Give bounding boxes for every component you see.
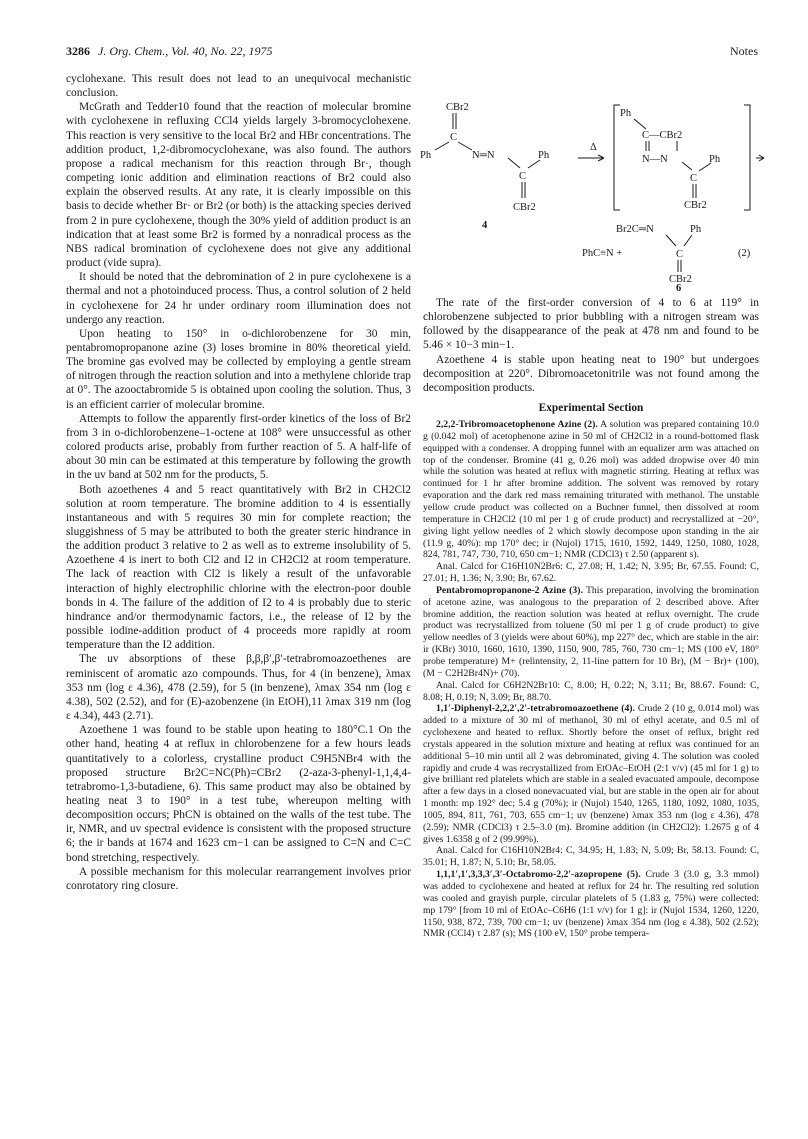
paragraph: [66, 270, 411, 327]
azo-group: N═N: [472, 150, 495, 161]
paragraph-text: Anal. Calcd for C16H10N2Br4: C, 34.95; H, 1.83; N, 5.09; Br, 58.13. Found: C, 35.01; H, 1.87; N, 5.10; Br, 58.05.: [423, 845, 759, 869]
paragraph: [423, 296, 759, 353]
experimental-body: [423, 419, 759, 940]
paragraph-text: cyclohexane. This result does not lead to an unequivocal mechanistic conclusion.: [66, 73, 411, 100]
paragraph-text: This preparation, involving the bromination of acetone azine, was analogous to the preparation of 2 described above. After bromine addition, the reaction solution was heated at reflux overnight. The crude product was recrystallized from toluene (50 ml per 1 g of crude product) to give yellow needles of 3 (yields were about 60%), mp 227° dec, which are stable in the air: ir (KBr) 3010, 1660, 1610, 1390, 1150, 900, 785, 760, 730 cm−1; MS (100 eV, 180° probe temperature) M+ (relintensity, 2, 11-line pattern for 10 Br), (M − Br)+ (100), (M − C2H2Br4N)+ (70).: [423, 584, 759, 679]
reaction-scheme: [420, 100, 765, 292]
paragraph-text: The uv absorptions of these β,β,β′,β′-tetrabromoazoethenes are reminiscent of aromatic azo compounds. Thus, for 4 (in benzene), λmax 353 nm (log ε 4.36), 478 (2.59), for 5 (in benzene), λmax 354 nm (log ε 4.38), 502 (2.52), and for (E)-azobenzene (in EtOH),11 λmax 319 nm (log ε 4.34), 443 (2.71).: [66, 653, 411, 723]
cbr2-bottom: CBr2: [513, 202, 536, 213]
br2c-n-group: Br2C═N: [616, 224, 654, 235]
paragraph-text: Upon heating to 150° in o-dichlorobenzene for 30 min, pentabromopropanone azine (3) loses bromine in 80% theoretical yield. The bromine gas evolved may be collected by employing a gentle stream of nitrogen through the reaction solution and into a methylene chloride trap at 0°. The azooctabromide 5 is obtained upon cooling the solution. Thus, 3 is an efficient carrier of molecular bromine.: [66, 327, 411, 411]
phenyl-intermediate: Ph: [620, 108, 632, 119]
paragraph-text: Azoethene 1 was found to be stable upon heating to 180°C.1 On the other hand, heating 4 at reflux in chlorobenzene for a few hours leads quantitatively to a colorless, crystalline product C9H5NBr4 with the proposed structure Br2C=NC(Ph)=CBr2 (2-aza-3-phenyl-1,1,4,4-tetrabromo-1,3-butadiene, 6). This same product may also be obtained by heating neat 3 to 190° in a test tube, whereupon melting with decomposition occurs; PhCN is obtained on the walls of the test tube. The ir, NMR, and uv spectral evidence is consistent with the proposed structure 6; the ir bands at 1674 and 1623 cm−1 can be assigned to C=N and C=C bond stretching, respectively.: [66, 724, 411, 864]
left-column: [66, 72, 411, 893]
paragraph: [66, 652, 411, 723]
right-body: [423, 296, 759, 395]
running-header: [66, 44, 273, 59]
paragraph-text: A solution was prepared containing 10.0 g (0.042 mol) of acetophenone azine in 50 ml of CH2Cl2 in a round-bottomed flask equipped with a condenser. A dropping funnel with an equalizer arm was attached on top of the condenser. Bromine (41 g, 0.26 mol) was added dropwise over 40 min while the solution was heated at reflux with magnetic stirring. Heating at reflux was continued for 1 hr after bromine addition. The solvent was removed by rotary evaporation and the dark red mass remaining triturated with methanol. The unstable yellow crude product was collected on a Buchner funnel, then dissolved at room temperature in CH2Cl2 (10 ml per 1 g of crude product) and recrystallized at −20°, giving light yellow needles of 2 which slowly decompose upon standing in the air (11.9 g, 40%): mp 170° dec; ir (Nujol) 1715, 1610, 1592, 1449, 1250, 1080, 1028, 824, 781, 747, 730, 710, 650 cm−1; NMR (CDCl3) τ 2.50 (apparent s).: [423, 419, 760, 561]
paragraph-text: Azoethene 4 is stable upon heating neat to 190° but undergoes decomposition at 220°. Dibromoacetonitrile was not found among the decomposition products.: [423, 353, 759, 394]
benzonitrile: PhC≡N +: [582, 248, 623, 259]
paragraph: [423, 680, 759, 704]
procedure-title: 1,1,1′,1′,3,3,3′,3′-Octabromo-2,2′-azopropene (5).: [436, 869, 641, 881]
phenyl-right: Ph: [538, 150, 550, 161]
cbr2-top: CBr2: [446, 102, 469, 113]
paragraph: [66, 723, 411, 865]
carbon-intermediate: C: [690, 173, 698, 184]
paragraph-text: A possible mechanism for this molecular rearrangement involves prior conrotatory ring closure.: [66, 865, 411, 892]
paragraph: [66, 865, 411, 893]
carbon-bottom: C: [519, 171, 527, 182]
phenyl-left: Ph: [420, 150, 432, 161]
journal-citation: J. Org. Chem., Vol. 40, No. 22, 1975: [98, 44, 273, 58]
ring-n-n: N—N: [642, 154, 668, 165]
paragraph-text: Both azoethenes 4 and 5 react quantitatively with Br2 in CH2Cl2 solution at room temperature. The bromine addition to 4 is essentially instantaneous and with 5 requires 30 min for complete reaction; the sluggishness of 5 may be attributed to both the greater steric hindrance in the addition product 3 relative to 2 as well as to extreme insolubility of 5. Azoethene 4 is inert to both Cl2 and I2 in CH2Cl2 at room temperature. The lack of reaction with Cl2 is likely a result of the unfavorable interaction of highly electrophilic chlorine with the electron-poor double bonds in 4. The failure of the addition of I2 to 4 is probably due to steric hindrance and/or thermodynamic factors, i.e., the release of I2 by the possible iodine-addition product of 4 proceeds more rapidly at room temperature than the I2 addition.: [66, 483, 411, 652]
paragraph-text: McGrath and Tedder10 found that the reaction of molecular bromine with cyclohexene in refluxing CCl4 yields largely 3-bromocyclohexene. This reaction is very sensitive to the local Br2 and HBr concentrations. The addition product, 1,2-dibromocyclohexane, was also found. The authors propose a radical mechanism for this reaction through Br·, though competing ionic addition and elimination reactions of Br2 could also explain the observed results. At any rate, it is clearly impossible on this basis to decide whether Br· or Br2 (or both) is the attacking species derived from 2 in pure cyclohexene, though the 30% yield of addition product is an indication that at least some Br2 is formed by a nonradical process as the NBS radical bromination of cyclohexene does not give any additional product (vide supra).: [66, 101, 411, 270]
paragraph: [66, 100, 411, 270]
procedure-title: 1,1′-Diphenyl-2,2,2′,2′-tetrabromoazoethene (4).: [436, 703, 635, 715]
paragraph: [66, 327, 411, 412]
paragraph: [423, 561, 759, 585]
paragraph: [423, 703, 759, 845]
paragraph-text: It should be noted that the debromination of 2 in pure cyclohexene is a thermal and not a photoinduced process. Thus, a control solution of 2 held in cyclohexene for 24 hr under ordinary room illumination does not undergo any reaction.: [66, 271, 411, 326]
paragraph: [423, 869, 759, 940]
paragraph: [66, 412, 411, 483]
ring-c-cbr2: C—CBr2: [642, 130, 683, 141]
paragraph-text: Anal. Calcd for C16H10N2Br6: C, 27.08; H, 1.42; N, 3.95; Br, 67.55. Found: C, 27.01; H, 1.36; N, 3.90; Br, 67.62.: [423, 561, 759, 585]
carbon-top: C: [450, 132, 458, 143]
paragraph: [423, 419, 759, 561]
experimental-section-title: Experimental Section: [538, 402, 644, 415]
paragraph: [423, 585, 759, 680]
paragraph-text: Anal. Calcd for C6H2N2Br10: C, 8.00; H, 0.22; N, 3.11; Br, 88.67. Found: C, 8.08; H, 0.19; N, 3.09; Br, 88.70.: [423, 679, 759, 703]
carbon-product: C: [676, 249, 684, 260]
phenyl-intermediate-right: Ph: [709, 154, 721, 165]
paragraph: [423, 845, 759, 869]
compound-number-6: 6: [676, 283, 682, 292]
cbr2-product: CBr2: [669, 274, 692, 285]
cbr2-intermediate: CBr2: [684, 200, 707, 211]
page-number: 3286: [66, 44, 90, 58]
section-label: Notes: [730, 44, 758, 58]
paragraph: [423, 353, 759, 395]
paragraph-text: Crude 3 (3.0 g, 3.3 mmol) was added to cyclohexene and heated at reflux for 24 hr. The resulting red solution was cooled and grayish purple, circular platelets of 5 (1.83 g, 75%) were collected: mp 179° [from 10 ml of EtOAc–C6H6 (1:1 v/v) for 1 g]: ir (Nujol 1534, 1260, 1220, 1150, 938, 872, 739, 700 cm−1; uv (benzene) λmax 354 nm (log ε 4.38), 502 (2.52); NMR (CCl4) τ 2.87 (s); MS (100 eV, 150° probe tempera-: [423, 869, 760, 940]
compound-number-4: 4: [482, 220, 488, 231]
procedure-title: Pentabromopropanone-2 Azine (3).: [436, 584, 583, 596]
procedure-title: 2,2,2-Tribromoacetophenone Azine (2).: [436, 419, 598, 431]
right-column: [423, 296, 759, 940]
paragraph: [66, 483, 411, 653]
paragraph-text: Attempts to follow the apparently first-order kinetics of the loss of Br2 from 3 in o-dichlorobenzene–1-octene at 108° were unsuccessful as other colored products arise, probably from further reaction of 5. A half-life of about 30 min can be estimated at this temperature by following the growth in the uv band at 502 nm for the products, 5.: [66, 412, 411, 482]
paragraph-text: Crude 2 (10 g, 0.014 mol) was added to a mixture of 30 ml of methanol, 30 ml of ethyl acetate, and 0.5 ml of cyclohexene and heated to reflux. Shortly before the onset of reflux, bright red crystals appeared in the solution mixture and heating at reflux was continued for an additional 5–10 min until all 2 was debrominated, giving 4. The solution was cooled rapidly and crude 4 was recrystallized from EtOAc–EtOH (2:1 v/v) (45 ml for 1 g) to give brilliant red platelets which are stable in a sealed evacuated ampoule, decompose after a few days in a closed nonevacuated vial, but are stable in the open air for about 1 month: mp 192° dec; 5.4 g (70%); ir (Nujol) 1540, 1265, 1180, 1092, 1080, 1035, 1005, 894, 811, 761, 703, 655 cm−1; uv (benzene) λmax 353 nm (log ε 4.36), 478 (2.59); NMR (CDCl3) τ 2.5–3.0 (m). Bromine addition (in CH2Cl2): 1.2675 g of 4 gives 1.6358 g of 2 (99.99%).: [423, 703, 760, 845]
phenyl-product: Ph: [690, 224, 702, 235]
heat-symbol: Δ: [590, 142, 597, 153]
paragraph: [66, 72, 411, 100]
equation-number: (2): [738, 248, 751, 259]
paragraph-text: The rate of the first-order conversion of 4 to 6 at 119° in chlorobenzene subjected to prior bubbling with a nitrogen stream was followed by the disappearance of the peak at 478 nm and found to be 5.46 × 10−3 min−1.: [423, 297, 759, 352]
